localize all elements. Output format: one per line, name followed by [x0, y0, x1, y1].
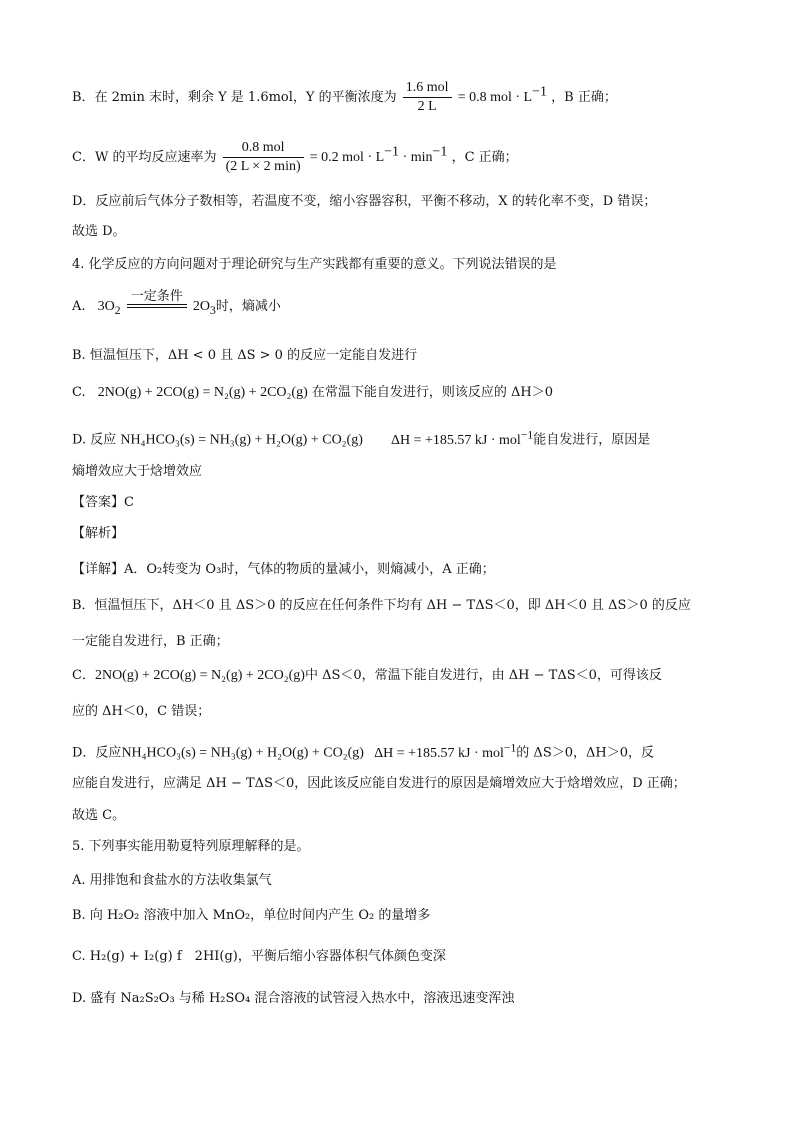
detail-answer-conclusion: 故选 C。 [72, 808, 126, 823]
text-segment: C．W 的平均反应速率为 [72, 150, 217, 165]
detail-option-c-continued: 应的 ΔH＜0，C 错误； [72, 704, 211, 719]
answer-value: C [124, 495, 134, 510]
math-expression: = 0.2 mol · L [309, 150, 385, 165]
answer-label: 【答案】 [72, 495, 125, 510]
q5-option-c: C. H₂(g) + I₂(g) f 2HI(g)，平衡后缩小容器体积气体颜色变深 [72, 949, 446, 964]
superscript: −1 [432, 144, 448, 160]
superscript: −1 [532, 84, 547, 100]
text-segment: ，B 正确； [551, 90, 617, 105]
math-expression: = 0.8 mol · L [457, 90, 533, 105]
q4-option-c [72, 384, 553, 402]
chemical-equation: NH₄HCO₃(s) = NH₃(g) + H₂O(g) + CO₂(g) [121, 745, 364, 761]
q3-answer-conclusion: 故选 D。 [72, 224, 126, 239]
q5-option-b: B. 向 H₂O₂ 溶液中加入 MnO₂，单位时间内产生 O₂ 的量增多 [72, 908, 431, 923]
fraction-numerator: 0.8 mol [223, 140, 304, 158]
superscript: −1 [503, 741, 517, 754]
detail-option-d [72, 739, 654, 763]
formula: 2O [192, 299, 211, 314]
question-4-stem: 4. 化学反应的方向问题对于理论研究与生产实践都有重要的意义。下列说法错误的是 [72, 257, 557, 272]
text-segment: 能自发进行，原因是 [533, 432, 651, 448]
text-segment: ，C 正确； [451, 150, 518, 165]
enthalpy-change [374, 741, 517, 761]
detail-option-c [72, 667, 662, 685]
question-5-stem: 5. 下列事实能用勒夏特列原理解释的是。 [72, 839, 310, 854]
q3-option-c-explanation [72, 140, 518, 175]
fraction [403, 80, 452, 115]
text-segment: 在常温下能自发进行，则该反应的 ΔH＞0 [311, 385, 554, 400]
fraction [223, 140, 304, 175]
detail-option-a [72, 561, 495, 579]
double-bar [127, 304, 187, 308]
subscript: 2 [114, 303, 121, 317]
chemical-equation: NH₄HCO₃(s) = NH₃(g) + H₂O(g) + CO₂(g) [120, 432, 363, 448]
option-label: D．反应 [72, 745, 122, 761]
q5-option-d: D. 盛有 Na₂S₂O₃ 与稀 H₂SO₄ 混合溶液的试管浸入热水中，溶液迅速变浑浊 [72, 991, 515, 1006]
reaction-condition-label: 一定条件 [130, 289, 183, 304]
superscript: −1 [384, 144, 400, 160]
text-segment: 的 ΔS＞0，ΔH＞0，反 [516, 745, 654, 761]
product [192, 299, 216, 317]
option-label: C. [72, 385, 86, 400]
q4-option-d-continued: 熵增效应大于焓增效应 [72, 464, 203, 479]
chemical-equation: 2NO(g) + 2CO(g) = N₂(g) + 2CO₂(g) [97, 385, 308, 400]
text-segment: 时，熵减小 [215, 299, 281, 314]
q4-option-d [72, 426, 650, 450]
chemical-equation: 2NO(g) + 2CO(g) = N₂(g) + 2CO₂(g) [94, 668, 305, 683]
q5-option-a: A. 用排饱和食盐水的方法收集氯气 [72, 873, 272, 888]
fraction-denominator: (2 L × 2 min) [225, 159, 301, 174]
enthalpy-change [391, 428, 534, 448]
math-expression: ΔH = +185.57 kJ · mol [374, 745, 504, 761]
detail-option-b: B．恒温恒压下，ΔH＜0 且 ΔS＞0 的反应在任何条件下均有 ΔH − TΔS＜0，即 ΔH＜0 且 ΔS＞0 的反应 [72, 598, 691, 613]
q3-option-d-explanation: D．反应前后气体分子数相等，若温度不变，缩小容器容积，平衡不移动，X 的转化率不变，D 错误； [72, 194, 657, 209]
fraction-denominator: 2 L [417, 99, 437, 114]
reaction-condition-arrow [127, 289, 187, 308]
superscript: −1 [520, 428, 534, 441]
math-expression: ΔH = +185.57 kJ · mol [391, 432, 521, 448]
q4-option-b: B. 恒温恒压下，ΔH < 0 且 ΔS > 0 的反应一定能自发进行 [72, 348, 418, 363]
answer-line [72, 494, 134, 512]
detail-option-d-continued: 应能自发进行，应满足 ΔH − TΔS＜0，因此该反应能自发进行的原因是熵增效应大于焓增效应，D 正确； [72, 776, 686, 791]
option-label: C． [72, 668, 95, 683]
q3-option-b-explanation [72, 80, 617, 115]
reactant [97, 299, 121, 317]
text-segment: 中 ΔS＜0，常温下能自发进行，由 ΔH − TΔS＜0，可得该反 [304, 668, 662, 683]
subscript: 3 [210, 303, 216, 317]
analysis-label: 【解析】 [72, 526, 125, 541]
text-segment: B．在 2min 末时，剩余 Y 是 1.6mol，Y 的平衡浓度为 [72, 90, 397, 105]
q4-option-a [72, 289, 281, 320]
detail-option-b-continued: 一定能自发进行，B 正确； [72, 634, 229, 649]
detail-label: 【详解】 [72, 562, 125, 577]
math-expression: · min [399, 150, 433, 165]
fraction-numerator: 1.6 mol [403, 80, 452, 98]
option-label: D. 反应 [72, 432, 117, 448]
text-segment: A．O₂转变为 O₃时，气体的物质的量减小，则熵减小，A 正确； [124, 562, 495, 577]
option-label: A. [72, 299, 86, 314]
formula: 3O [97, 299, 115, 314]
